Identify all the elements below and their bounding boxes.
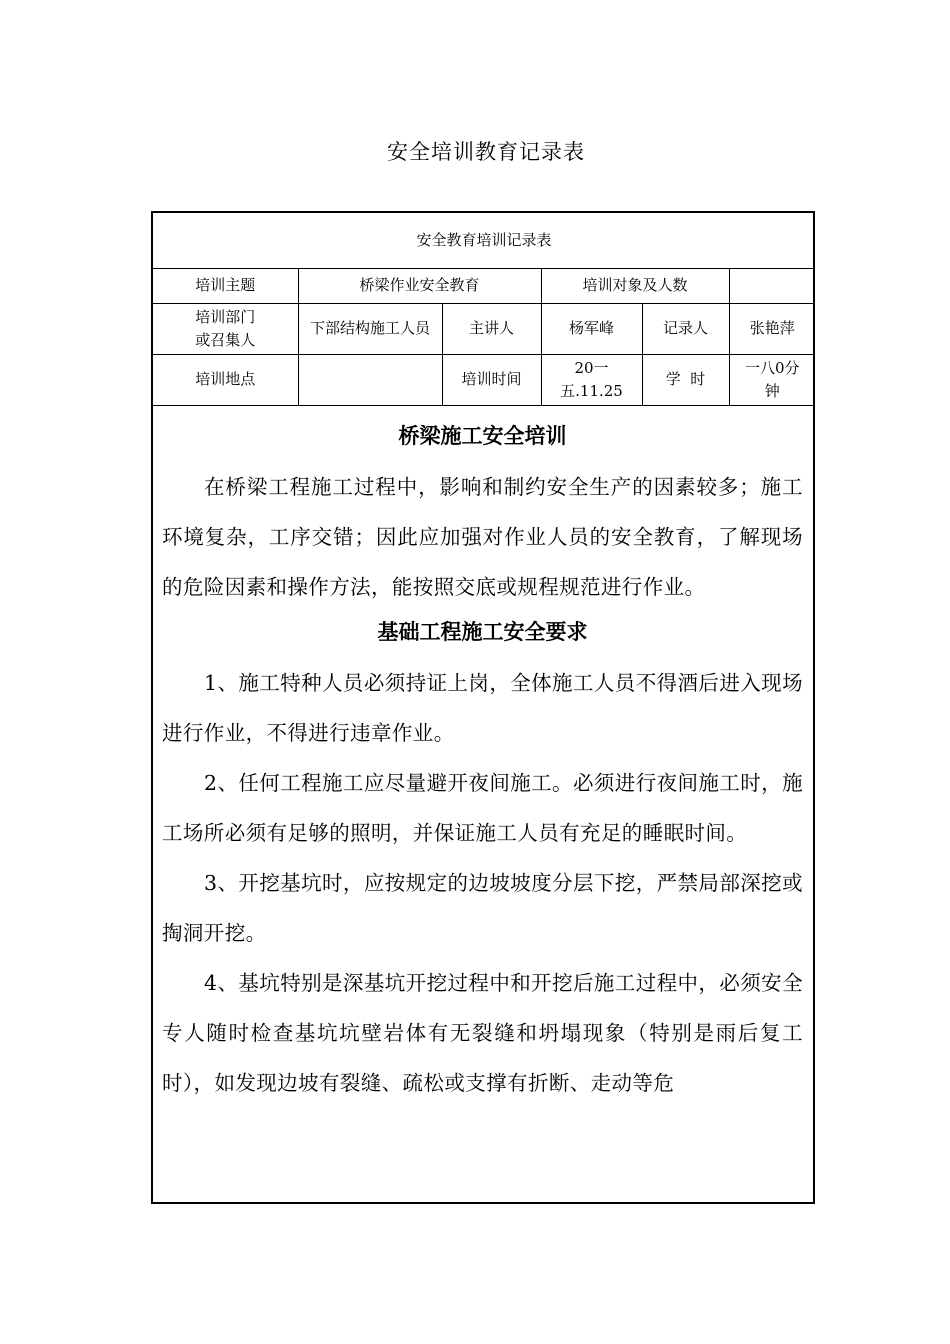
hours-label: 学 时 (642, 354, 729, 405)
audience-label: 培训对象及人数 (541, 268, 729, 303)
requirement-item: 2、任何工程施工应尽量避开夜间施工。必须进行夜间施工时，施工场所必须有足够的照明，并保证施工人员有充足的睡眠时间。 (162, 770, 803, 845)
lecturer-value: 杨军峰 (541, 303, 642, 354)
audience-value (729, 268, 815, 303)
intro-paragraph: 在桥梁工程施工过程中，影响和制约安全生产的因素较多；施工环境复杂，工序交错；因此应加强对作业人员的安全教育，了解现场的危险因素和操作方法，能按照交底或规程规范进行作业。 (162, 474, 803, 599)
dept-value: 下部结构施工人员 (298, 303, 442, 354)
hours-value-line-1: 一八0分 (745, 358, 800, 377)
time-value (541, 354, 642, 405)
recorder-value: 张艳萍 (729, 303, 815, 354)
hours-value-line-2: 钟 (764, 381, 780, 400)
section-heading-bridge: 桥梁施工安全培训 (398, 422, 567, 448)
time-value-line-2: 五.11.25 (560, 381, 623, 400)
dept-label-line-1: 培训部门 (195, 307, 256, 326)
hours-value (729, 354, 815, 405)
requirement-item: 3、开挖基坑时，应按规定的边坡坡度分层下挖，严禁局部深挖或掏洞开挖。 (162, 870, 803, 945)
lecturer-label: 主讲人 (442, 303, 541, 354)
time-value-line-1: 20一 (574, 358, 609, 377)
place-label: 培训地点 (153, 354, 298, 405)
requirement-item: 4、基坑特别是深基坑开挖过程中和开挖后施工过程中，必须安全专人随时检查基坑坑壁岩体有无裂缝和坍塌现象（特别是雨后复工时），如发现边坡有裂缝、疏松或支撑有折断、走动等危 (162, 970, 803, 1095)
time-label: 培训时间 (442, 354, 541, 405)
topic-value: 桥梁作业安全教育 (298, 268, 541, 303)
dept-label-line-2: 或召集人 (195, 330, 256, 349)
form-header-table (153, 213, 815, 406)
content-area (153, 406, 813, 1108)
recorder-label: 记录人 (642, 303, 729, 354)
section-heading-foundation: 基础工程施工安全要求 (377, 618, 588, 644)
training-record-form (151, 211, 815, 1204)
topic-label: 培训主题 (153, 268, 298, 303)
dept-label (153, 303, 298, 354)
place-value (298, 354, 442, 405)
page-title: 安全培训教育记录表 (387, 140, 585, 164)
requirement-item: 1、施工特种人员必须持证上岗，全体施工人员不得酒后进入现场进行作业，不得进行违章作业。 (162, 670, 803, 745)
form-header: 安全教育培训记录表 (153, 213, 815, 268)
